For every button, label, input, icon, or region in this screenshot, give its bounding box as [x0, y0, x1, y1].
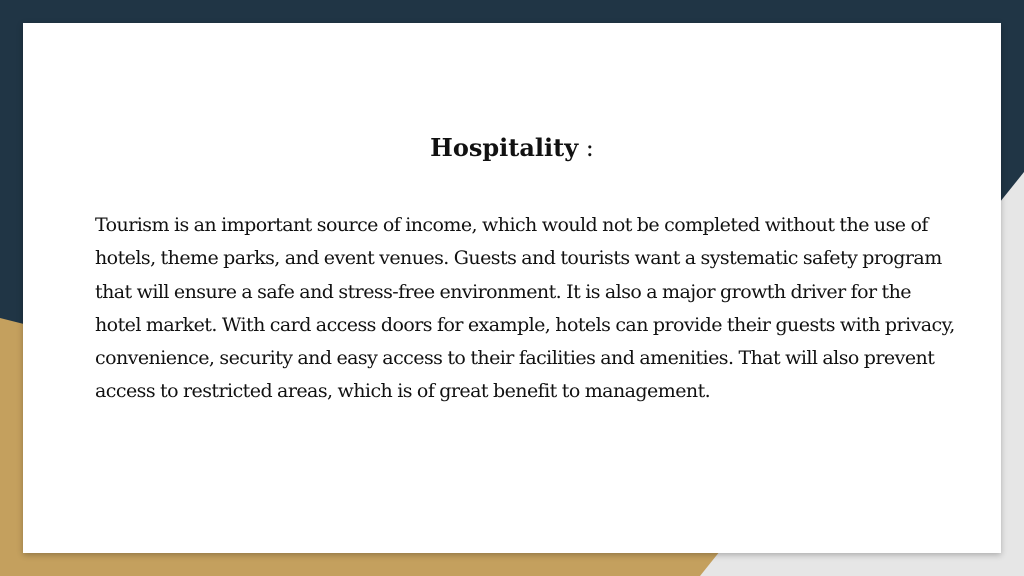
slide-title-text: Hospitality [430, 133, 579, 162]
slide-title [23, 130, 1001, 166]
slide-title-colon: : [578, 134, 594, 162]
slide-card [23, 23, 1001, 553]
slide-body-text: Tourism is an important source of income, which would not be completed without the use of hotels, theme parks, and event venues. Guests and tourists want a systematic safety program that will ensure a safe and stress-free environment. It is also a major growth driver for the hotel market. With card access doors for example, hotels can provide their guests with privacy, convenience, security and easy access to their facilities and amenities. That will also prevent access to restricted areas, which is of great benefit to management. [95, 214, 955, 403]
